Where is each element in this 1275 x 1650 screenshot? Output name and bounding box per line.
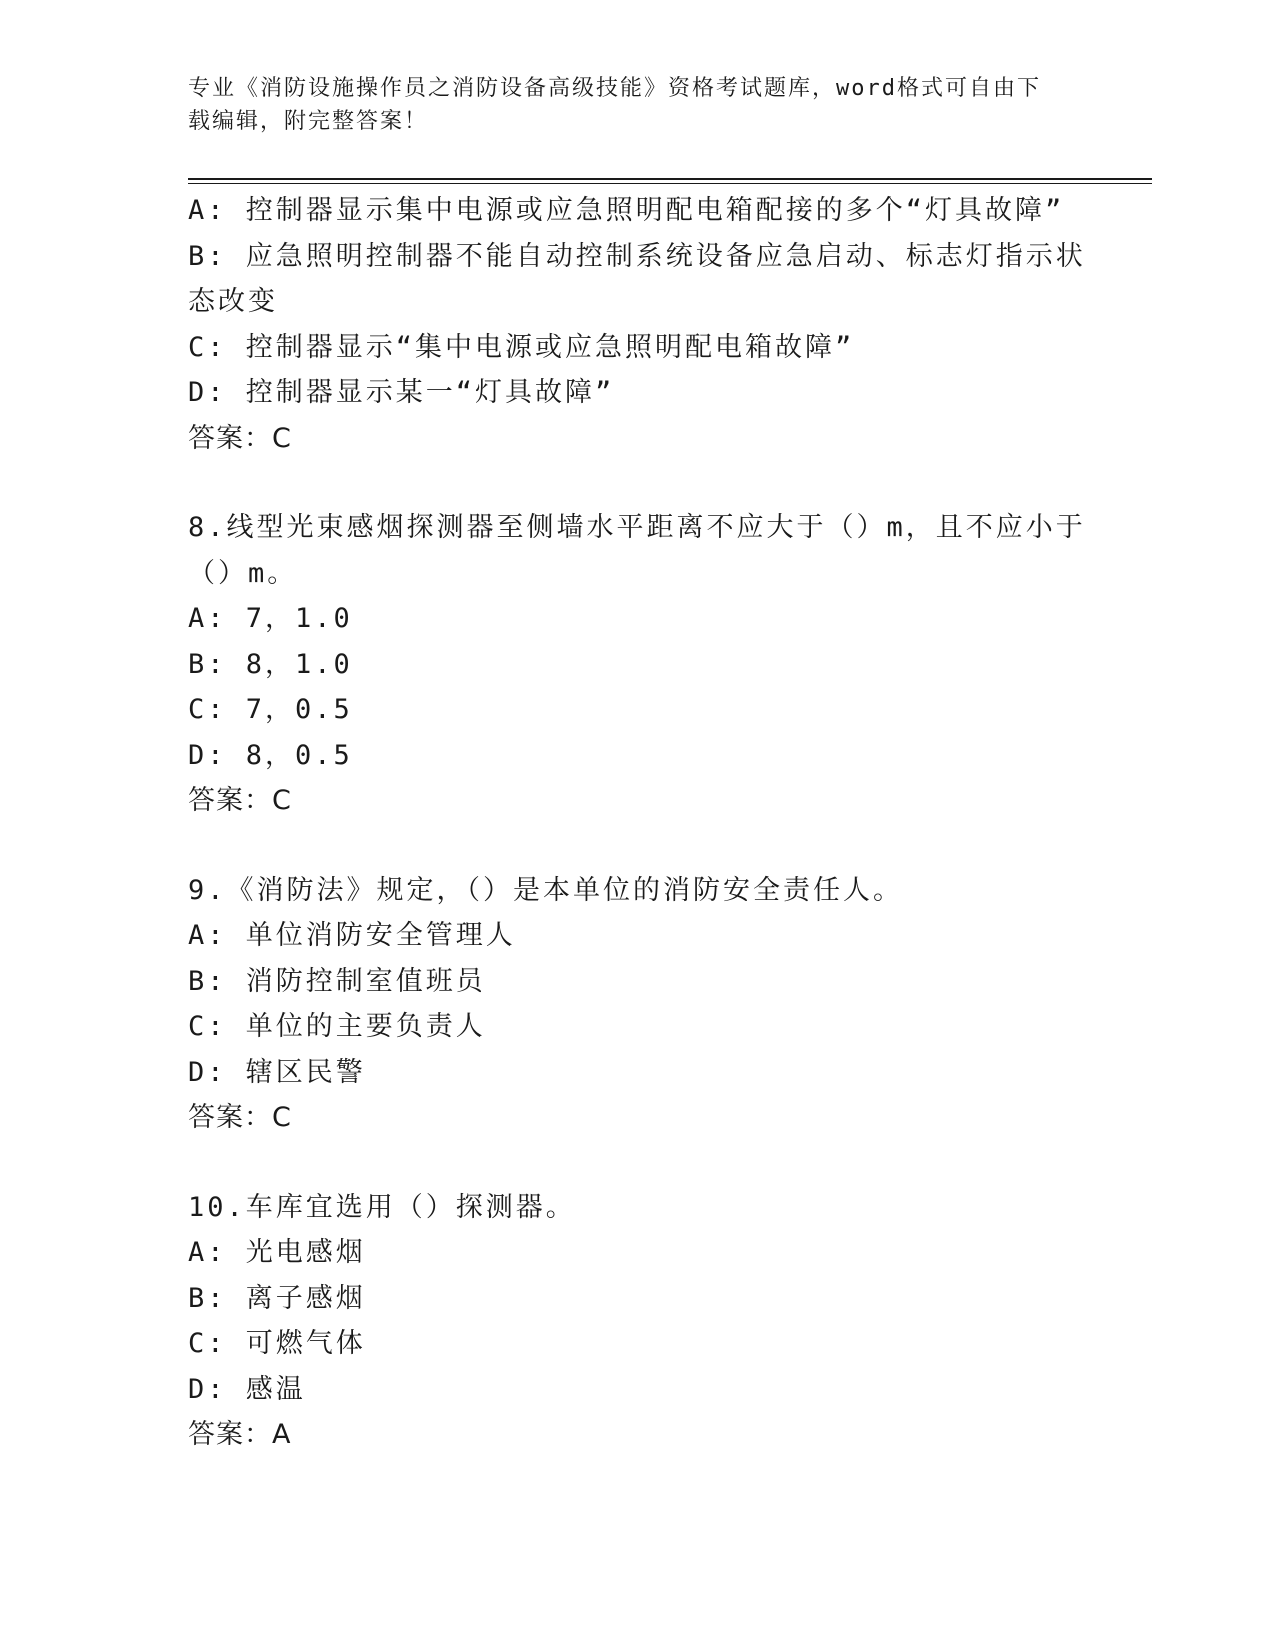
option-a: A: 单位消防安全管理人 [188, 920, 516, 951]
option-b: B: 消防控制室值班员 [188, 965, 486, 997]
question-item-10 [188, 1185, 1088, 1458]
option-a: A: 7，1.0 [188, 603, 353, 634]
option-a: A: 控制器显示集中电源或应急照明配电箱配接的多个“灯具故障” [188, 195, 1065, 226]
question-stem: 9.《消防法》规定，（）是本单位的消防安全责任人。 [188, 874, 904, 906]
header-divider-thick [188, 178, 1152, 180]
answer-label: 答案：C [188, 1102, 292, 1133]
option-b: B: 离子感烟 [188, 1282, 366, 1314]
question-item-9 [188, 868, 1088, 1141]
document-header [188, 72, 1068, 138]
option-d: D: 8，0.5 [188, 739, 353, 771]
answer-label: 答案：C [188, 785, 292, 816]
question-stem: 8.线型光束感烟探测器至侧墙水平距离不应大于（）m，且不应小于（）m。 [188, 512, 1086, 589]
option-d: D: 控制器显示某一“灯具故障” [188, 377, 615, 408]
header-divider-thin [188, 183, 1152, 184]
option-b: B: 8，1.0 [188, 648, 353, 680]
header-line-1: 专业《消防设施操作员之消防设备高级技能》资格考试题库，word格式可自由下 [188, 76, 1041, 101]
answer-label: 答案：C [188, 422, 292, 454]
option-c: C: 7，0.5 [188, 694, 353, 725]
question-item-8 [188, 505, 1088, 824]
answer-label: 答案：A [188, 1419, 292, 1450]
question-item-7 [188, 188, 1088, 461]
option-c: C: 控制器显示“集中电源或应急照明配电箱故障” [188, 331, 855, 363]
option-b: B: 应急照明控制器不能自动控制系统设备应急启动、标志灯指示状态改变 [188, 240, 1086, 317]
header-line-2: 载编辑，附完整答案！ [188, 109, 429, 134]
option-d: D: 辖区民警 [188, 1056, 366, 1088]
option-c: C: 可燃气体 [188, 1328, 366, 1359]
question-list [188, 188, 1088, 1503]
option-c: C: 单位的主要负责人 [188, 1011, 486, 1042]
option-a: A: 光电感烟 [188, 1237, 366, 1268]
option-d: D: 感温 [188, 1373, 306, 1405]
question-stem: 10.车库宜选用（）探测器。 [188, 1191, 576, 1223]
